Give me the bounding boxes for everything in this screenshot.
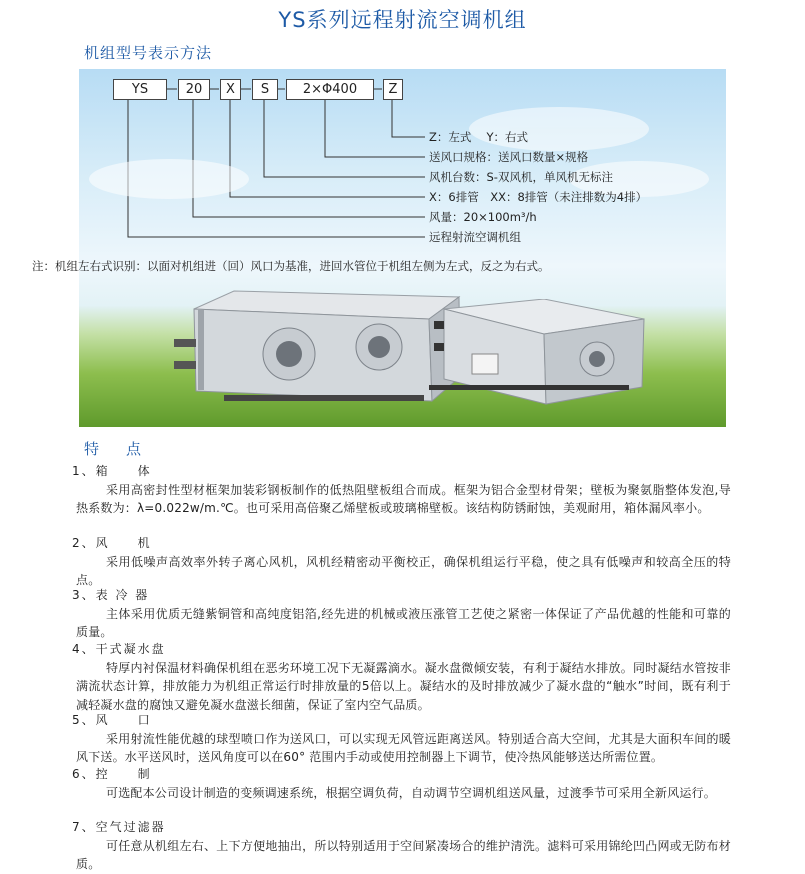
legend-rows: X：6排管 XX：8排管（未注排数为4排） [429, 190, 648, 204]
feature-section-drain-pan [72, 640, 731, 714]
feature-heading: 7、空气过滤器 [72, 820, 166, 834]
feature-heading: 1、箱 体 [72, 464, 152, 478]
product-hero-image [79, 69, 726, 427]
feature-section-outlet [72, 711, 731, 767]
legend-series: 远程射流空调机组 [429, 230, 521, 244]
feature-body: 主体采用优质无缝紫铜管和高纯度铝箔,经先进的机械或液压涨管工艺使之紧密一体保证了产品优越的性能和可靠的质量。 [76, 606, 731, 639]
feature-heading: 4、干式凝水盘 [72, 642, 166, 656]
left-right-note: 注：机组左右式识别：以面对机组进（回）风口为基准，进回水管位于机组左侧为左式，反之为右式。 [32, 259, 550, 273]
model-box-rows: X [220, 79, 241, 100]
feature-heading: 5、风 口 [72, 713, 152, 727]
feature-section-fan [72, 534, 731, 590]
page-title: YS系列远程射流空调机组 [278, 8, 527, 32]
feature-body: 采用高密封性型材框架加装彩钢板制作的低热阻壁板组合而成。框架为铝合金型材骨架；壁板为聚氨脂整体发泡,导热系数为：λ=0.022w/m.℃。也可采用高倍聚乙烯壁板或玻璃棉壁板。该结构防锈耐蚀，美观耐用，箱体漏风率小。 [76, 482, 731, 515]
feature-heading: 6、控 制 [72, 767, 152, 781]
model-box-hand: Z [383, 79, 403, 100]
features-heading: 特 点 [84, 440, 148, 458]
feature-body: 采用低噪声高效率外转子离心风机，风机经精密动平衡校正，确保机组运行平稳，使之具有低噪声和较高全压的特点。 [76, 554, 731, 587]
feature-section-casing [72, 462, 731, 518]
feature-body: 采用射流性能优越的球型喷口作为送风口，可以实现无风管远距离送风。特别适合高大空间，尤其是大面积车间的暖风下送。水平送风时，送风角度可以在60° 范围内手动或使用控制器上下调节，使冷热风能够送达所需位置。 [76, 731, 731, 764]
feature-heading: 2、风 机 [72, 536, 152, 550]
legend-hand: Z：左式 Y：右式 [429, 130, 529, 144]
feature-body: 可选配本公司设计制造的变频调速系统，根据空调负荷，自动调节空调机组送风量，过渡季节可采用全新风运行。 [106, 785, 717, 800]
legend-airflow: 风量：20×100m³/h [429, 210, 537, 224]
unit-illustration-right [414, 299, 649, 424]
feature-body: 特厚内衬保温材料确保机组在恶劣环境工况下无凝露滴水。凝水盘微倾安装，有利于凝结水排放。同时凝结水管按非满流状态计算，排放能力为机组正常运行时排放量的5倍以上。凝结水的及时排放减少了凝水盘的“触水”时间，既有利于减轻凝水盘的腐蚀又避免凝水盘滋长细菌，保证了室内空气品质。 [76, 660, 731, 712]
feature-section-control [72, 765, 731, 802]
feature-section-filter [72, 818, 731, 874]
feature-heading: 3、表 冷 器 [72, 588, 150, 602]
model-box-airflow: 20 [178, 79, 210, 100]
legend-outlet: 送风口规格：送风口数量×规格 [429, 150, 589, 164]
model-box-outlet: 2×Φ400 [286, 79, 374, 100]
feature-body: 可任意从机组左右、上下方便地抽出，所以特别适用于空间紧凑场合的维护清洗。滤料可采用锦纶凹凸网或无防布材质。 [76, 838, 731, 871]
feature-section-coil [72, 586, 731, 642]
model-heading: 机组型号表示方法 [84, 44, 213, 62]
model-box-fans: S [252, 79, 278, 100]
legend-fans: 风机台数：S-双风机，单风机无标注 [429, 170, 613, 184]
model-box-series: YS [113, 79, 167, 100]
